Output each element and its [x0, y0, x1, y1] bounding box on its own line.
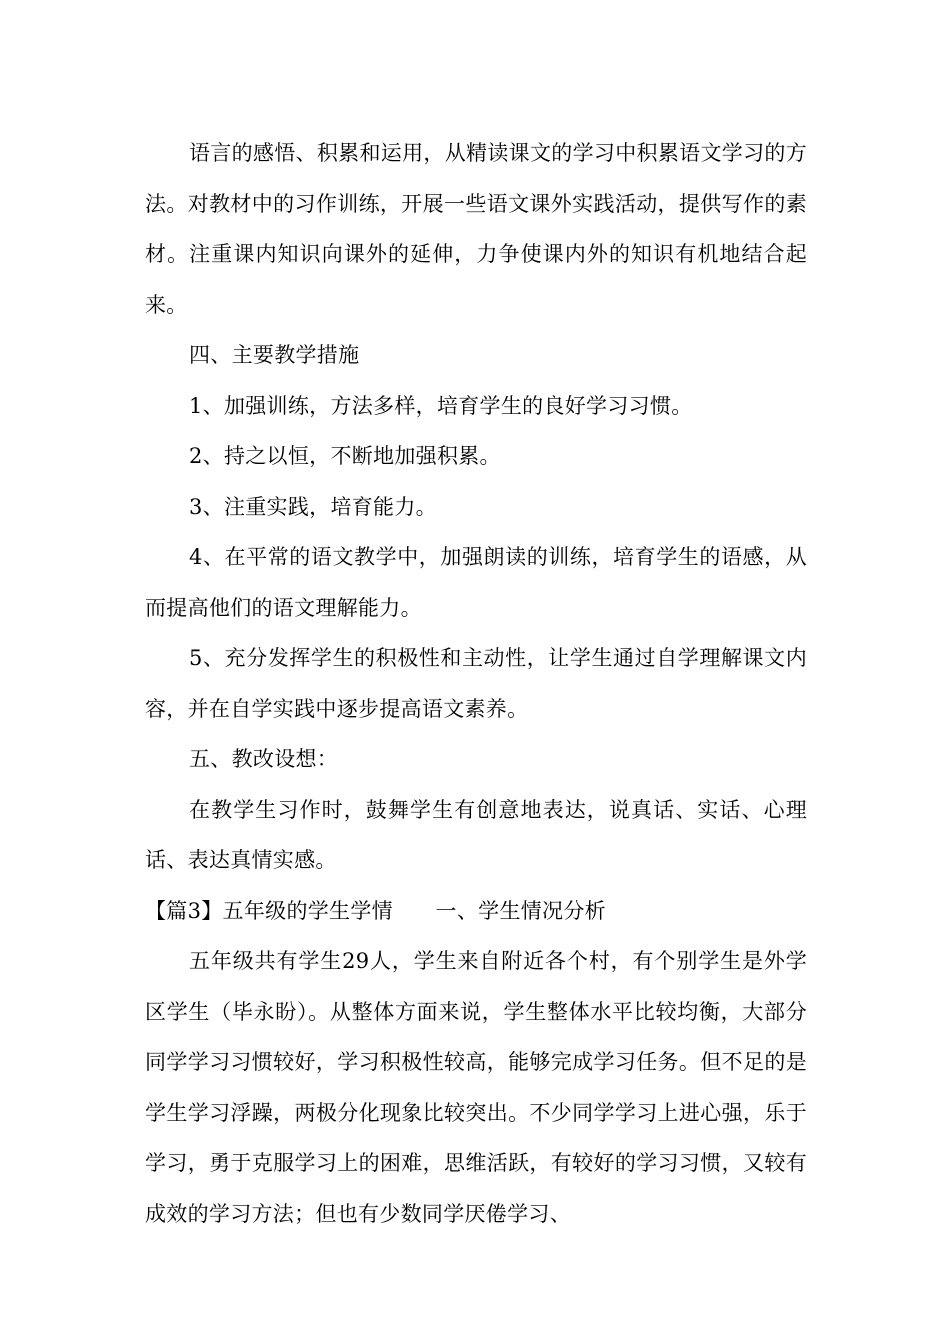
list-item-measure-3: 3、注重实践，培育能力。: [189, 494, 437, 519]
list-item-measure-4: 4、在平常的语文教学中，加强朗读的训练，培育学生的语感，从而提高他们的语文理解能力。: [145, 545, 807, 620]
document-page: [145, 128, 807, 1239]
section-heading-part-3: 【篇3】五年级的学生学情 一、学生情况分析: [145, 898, 606, 923]
heading-teaching-measures: 四、主要教学措施: [189, 343, 360, 367]
list-item-measure-2: 2、持之以恒，不断地加强积累。: [189, 444, 501, 468]
heading-reform-ideas: 五、教改设想：: [189, 747, 339, 771]
paragraph-reform-ideas: 在教学生习作时，鼓舞学生有创意地表达，说真话、实话、心理话、表达真情实感。: [145, 797, 807, 872]
paragraph-language-accumulation: 语言的感悟、积累和运用，从精读课文的学习中积累语文学习的方法。对教材中的习作训练，开展一些语文课外实践活动，提供写作的素材。注重课内知识向课外的延伸，力争使课内外的知识有机地结合起来。: [145, 141, 807, 317]
paragraph-student-analysis: 五年级共有学生29人，学生来自附近各个村，有个别学生是外学区学生（毕永盼）。从整体方面来说，学生整体水平比较均衡，大部分同学学习习惯较好，学习积极性较高，能够完成学习任务。但不足的是学生学习浮躁，两极分化现象比较突出。不少同学学习上进心强，乐于学习，勇于克服学习上的困难，思维活跃，有较好的学习习惯，又较有成效的学习方法；但也有少数同学厌倦学习、: [145, 949, 807, 1226]
list-item-measure-1: 1、加强训练，方法多样，培育学生的良好学习习惯。: [189, 393, 693, 418]
list-item-measure-5: 5、充分发挥学生的积极性和主动性，让学生通过自学理解课文内容，并在自学实践中逐步提高语文素养。: [145, 646, 807, 721]
